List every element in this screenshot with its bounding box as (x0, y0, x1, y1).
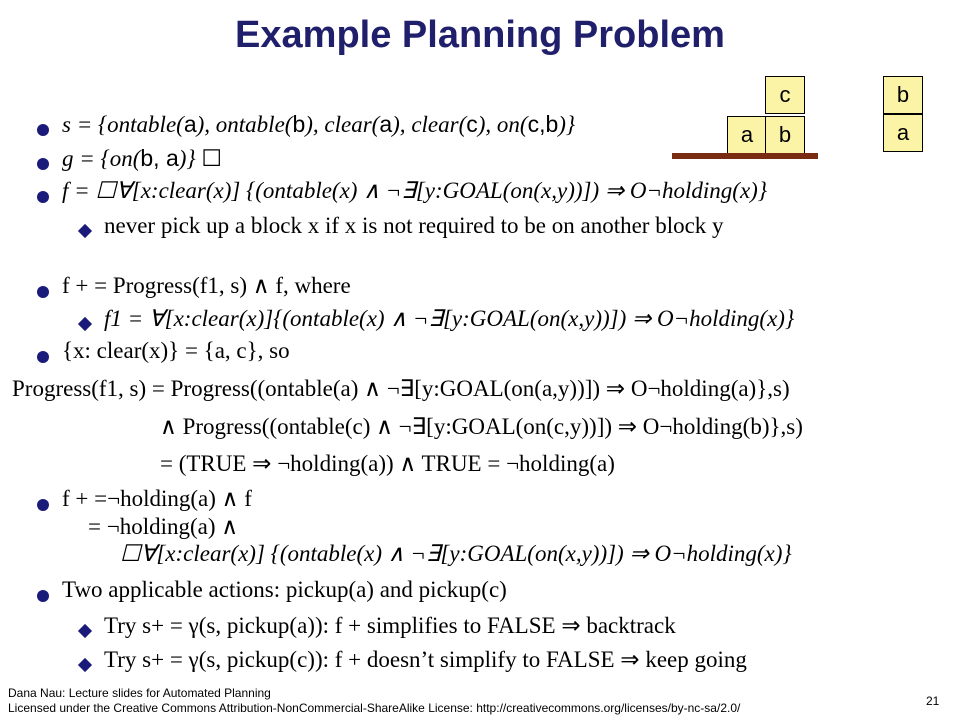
fplus-definition: f + = Progress(f1, s) ∧ f, where (62, 273, 351, 298)
goal-line: g = {on(b, a)} ☐ (62, 145, 222, 171)
bullet-icon (37, 124, 49, 136)
formula-f: f = ☐∀[x:clear(x)] {(ontable(x) ∧ ¬∃[y:GOAL(on(x,y))]) ⇒ O¬holding(x)} (62, 178, 768, 203)
clear-set-line: {x: clear(x)} = {a, c}, so (62, 338, 290, 363)
block-c: c (765, 76, 805, 114)
sub-bullet-icon (78, 624, 92, 638)
bullet-icon (37, 191, 49, 203)
bullet-icon (37, 590, 49, 602)
try-line-1: Try s+ = γ(s, pickup(a)): f + simplifies to FALSE ⇒ backtrack (104, 613, 676, 638)
sub-bullet-icon (78, 317, 92, 331)
fplus-result-2: = ¬holding(a) ∧ (88, 514, 239, 539)
sub-bullet-icon (78, 658, 92, 672)
slide-title: Example Planning Problem (235, 14, 725, 56)
bullet-icon (37, 351, 49, 363)
page-number: 21 (926, 694, 940, 708)
goal-block-b: b (883, 76, 923, 114)
footer-license: Licensed under the Creative Commons Attribution-NonCommercial-ShareAlike License: http://creativecommons.org/licenses/by-nc-sa/2.0/ (8, 701, 741, 715)
sub-bullet-icon (78, 224, 92, 238)
progress-line-2: ∧ Progress((ontable(c) ∧ ¬∃[y:GOAL(on(c,y))]) ⇒ O¬holding(b)},s) (160, 414, 803, 439)
fplus-result-3: ☐∀[x:clear(x)] {(ontable(x) ∧ ¬∃[y:GOAL(on(x,y))]) ⇒ O¬holding(x)} (120, 541, 792, 566)
goal-block-a: a (883, 114, 923, 152)
bullet-icon (37, 286, 49, 298)
table (672, 153, 818, 159)
state-line: s = {ontable(a), ontable(b), clear(a), clear(c), on(c,b)} (62, 111, 576, 137)
progress-line-3: = (TRUE ⇒ ¬holding(a)) ∧ TRUE = ¬holding(a) (160, 451, 615, 476)
bullet-icon (37, 158, 49, 170)
footer-credit: Dana Nau: Lecture slides for Automated Planning (8, 686, 271, 700)
formula-note: never pick up a block x if x is not required to be on another block y (104, 213, 724, 238)
fplus-result-1: f + =¬holding(a) ∧ f (62, 486, 252, 511)
block-a: a (727, 116, 767, 154)
bullet-icon (37, 499, 49, 511)
formula-f1: f1 = ∀[x:clear(x)]{(ontable(x) ∧ ¬∃[y:GOAL(on(x,y))]) ⇒ O¬holding(x)} (104, 306, 795, 331)
actions-line: Two applicable actions: pickup(a) and pickup(c) (62, 577, 507, 602)
block-b: b (765, 116, 805, 154)
try-line-2: Try s+ = γ(s, pickup(c)): f + doesn’t simplify to FALSE ⇒ keep going (104, 647, 747, 672)
progress-line-1: Progress(f1, s) = Progress((ontable(a) ∧ ¬∃[y:GOAL(on(a,y))]) ⇒ O¬holding(a)},s) (12, 376, 790, 401)
